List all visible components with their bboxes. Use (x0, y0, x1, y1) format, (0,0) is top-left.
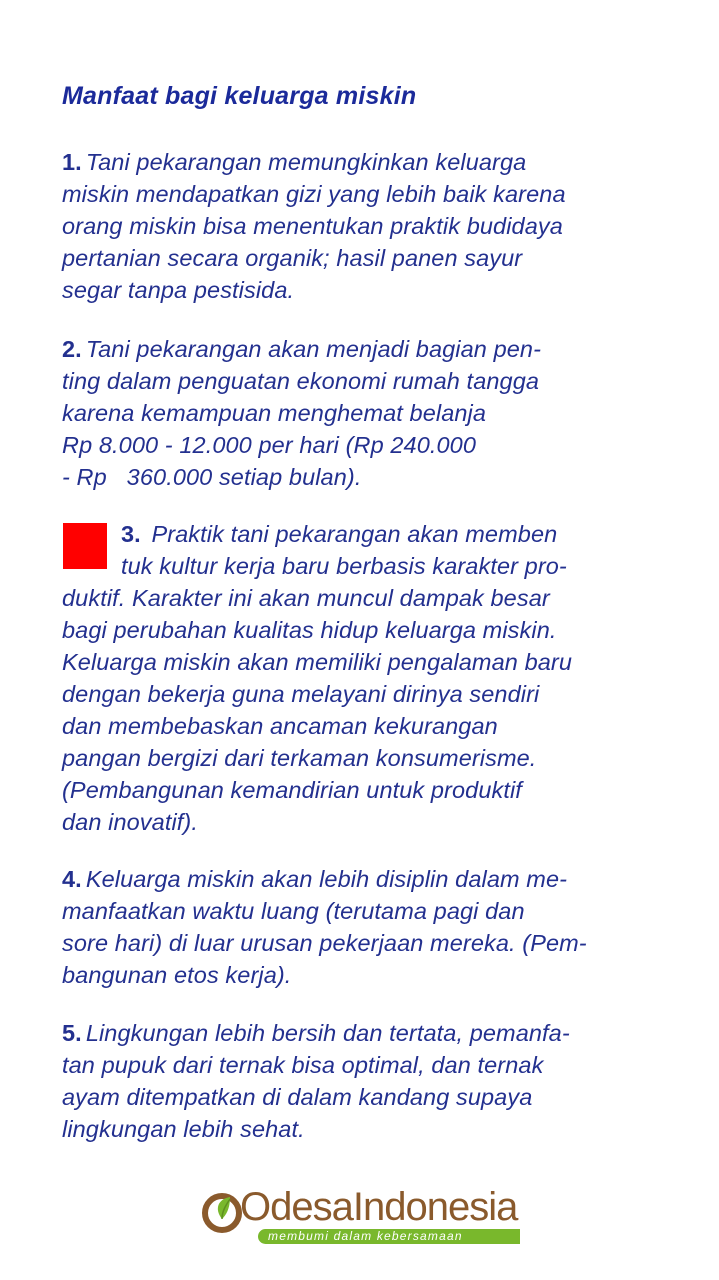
point-3-line-7: dan membebaskan ancaman kekurangan (62, 713, 498, 739)
point-3-line-1: 3. Praktik tani pekarangan akan memben (121, 521, 558, 547)
point-1-line-5: segar tanpa pestisida. (62, 277, 295, 303)
logo-wordmark: OdesaIndonesia (240, 1185, 518, 1229)
point-1-line-4: pertanian secara organik; hasil panen sayur (62, 245, 523, 271)
point-4-number: 4. (62, 866, 82, 892)
point-4-line-3: sore hari) di luar urusan pekerjaan mereka. (Pem- (62, 930, 587, 956)
point-3-line-8: pangan bergizi dari terkaman konsumerisme. (62, 745, 537, 771)
point-1-line-1: 1. Tani pekarangan memungkinkan keluarga (62, 149, 527, 175)
point-2-line-3: karena kemampuan menghemat belanja (62, 400, 487, 426)
point-4-line-4: bangunan etos kerja). (62, 962, 292, 988)
point-2-number: 2. (62, 336, 82, 362)
point-1-line-3: orang miskin bisa menentukan praktik budidaya (62, 213, 563, 239)
point-5-line-3: ayam ditempatkan di dalam kandang supaya (62, 1084, 533, 1110)
point-3-line-10: dan inovatif). (62, 809, 198, 835)
point-3-number: 3. (121, 521, 141, 547)
point-3-line-6: dengan bekerja guna melayani dirinya sendiri (62, 681, 540, 707)
point-5-line-2: tan pupuk dari ternak bisa optimal, dan ternak (62, 1052, 544, 1078)
point-3-line-2: tuk kultur kerja baru berbasis karakter pro- (121, 553, 567, 579)
odesa-indonesia-logo (200, 1185, 522, 1245)
point-3-line-4: bagi perubahan kualitas hidup keluarga miskin. (62, 617, 557, 643)
red-marker-square (63, 523, 107, 569)
point-2-line-1: 2. Tani pekarangan akan menjadi bagian pen- (62, 336, 542, 362)
point-3-line-5: Keluarga miskin akan memiliki pengalaman baru (62, 649, 573, 675)
point-2-line-2: ting dalam penguatan ekonomi rumah tangga (62, 368, 540, 394)
point-5-line-4: lingkungan lebih sehat. (62, 1116, 305, 1142)
logo-tagline: membumi dalam kebersamaan (268, 1229, 463, 1243)
point-5-number: 5. (62, 1020, 82, 1046)
point-1-line-2: miskin mendapatkan gizi yang lebih baik karena (62, 181, 566, 207)
point-5-line-1: 5. Lingkungan lebih bersih dan tertata, pemanfa- (62, 1020, 570, 1046)
point-1-number: 1. (62, 149, 82, 175)
page-title: Manfaat bagi keluarga miskin (62, 82, 417, 110)
point-4-line-1: 4. Keluarga miskin akan lebih disiplin dalam me- (62, 866, 568, 892)
point-3-line-9: (Pembangunan kemandirian untuk produktif (62, 777, 522, 803)
point-4-line-2: manfaatkan waktu luang (terutama pagi dan (62, 898, 525, 924)
point-2-line-4: Rp 8.000 - 12.000 per hari (Rp 240.000 (62, 432, 477, 458)
point-3-line-3: duktif. Karakter ini akan muncul dampak besar (62, 585, 550, 611)
point-2-line-5: - Rp 360.000 setiap bulan). (62, 464, 362, 490)
